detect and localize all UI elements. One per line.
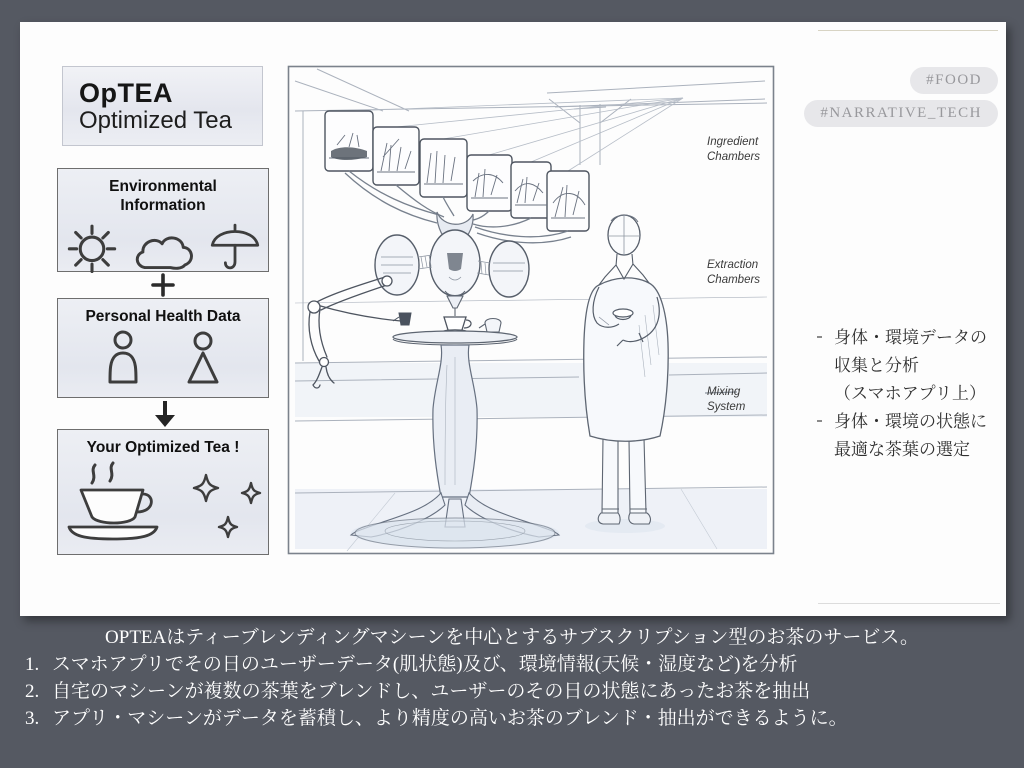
caption-block xyxy=(0,624,1024,732)
caption-item-3 xyxy=(0,705,1024,732)
caption-item-text: 自宅のマシーンが複数の茶葉をブレンドし、ユーザーのその日の状態にあったお茶を抽出 xyxy=(52,681,811,702)
people-icon-row xyxy=(58,330,268,386)
note-line: 収集と分析 xyxy=(834,356,919,375)
top-divider xyxy=(818,30,998,31)
logo-subtitle: Optimized Tea xyxy=(79,107,232,134)
caption-item-text: スマホアプリでその日のユーザーデータ(肌状態)及び、環境情報(天候・湿度など)を分析 xyxy=(52,654,798,675)
sun-icon xyxy=(63,219,121,275)
env-box-title-line1: Environmental xyxy=(109,178,217,195)
note-line: 身体・環境データの xyxy=(834,328,987,347)
bullet-marker xyxy=(817,408,834,464)
cloud-icon xyxy=(131,229,197,275)
side-notes xyxy=(817,324,1012,464)
note-line: 身体・環境の状態に xyxy=(834,412,987,431)
personal-health-data-box xyxy=(57,298,269,398)
caption-item-1 xyxy=(0,651,1024,678)
slide-panel xyxy=(20,22,1006,616)
tea-art-row xyxy=(58,459,268,545)
arrow-down-icon xyxy=(150,400,180,428)
sparkles-icon xyxy=(185,473,267,545)
plus-icon xyxy=(150,272,176,298)
person-round-icon xyxy=(102,330,144,386)
tag-narrative-tech: #NARRATIVE_TECH xyxy=(804,100,998,127)
logo-title: OpTEA xyxy=(79,78,173,108)
health-box-title: Personal Health Data xyxy=(85,308,241,325)
side-note-data-collection xyxy=(817,324,1012,408)
caption-intro: OPTEAはティーブレンディングマシーンを中心とするサブスクリプション型のお茶のサービス。 xyxy=(105,627,919,648)
label-mixing-system: Mixing System xyxy=(707,386,746,413)
caption-item-number: 2. xyxy=(25,681,40,702)
note-line: （スマホアプリ上） xyxy=(834,384,986,403)
caption-item-2 xyxy=(0,678,1024,705)
teacup-icon xyxy=(59,459,171,545)
caption-item-text: アプリ・マシーンがデータを蓄積し、より精度の高いお茶のブレンド・抽出ができるように。 xyxy=(52,708,848,729)
environmental-information-box xyxy=(57,168,269,272)
tag-food: #FOOD xyxy=(910,67,998,94)
umbrella-icon xyxy=(207,219,263,275)
side-note-leaf-selection xyxy=(817,408,1012,464)
label-extraction-chambers: Extraction Chambers xyxy=(707,259,761,286)
note-line: 最適な茶葉の選定 xyxy=(834,440,970,459)
env-box-title-line2: Information xyxy=(120,197,206,214)
your-optimized-tea-box xyxy=(57,429,269,555)
bottom-divider xyxy=(818,603,1000,604)
person-triangle-icon xyxy=(182,330,224,386)
concept-sketch xyxy=(287,65,775,555)
bullet-marker xyxy=(817,324,834,408)
arrow-connector xyxy=(150,400,180,428)
weather-icon-row xyxy=(58,219,268,275)
caption-item-number: 1. xyxy=(25,654,40,675)
tea-machine-sketch-drawing xyxy=(287,65,775,555)
logo-box xyxy=(62,66,263,146)
tea-box-title: Your Optimized Tea ! xyxy=(86,439,240,456)
caption-item-number: 3. xyxy=(25,708,40,729)
label-ingredient-chambers: Ingredient Chambers xyxy=(707,136,761,163)
plus-connector xyxy=(150,272,176,298)
